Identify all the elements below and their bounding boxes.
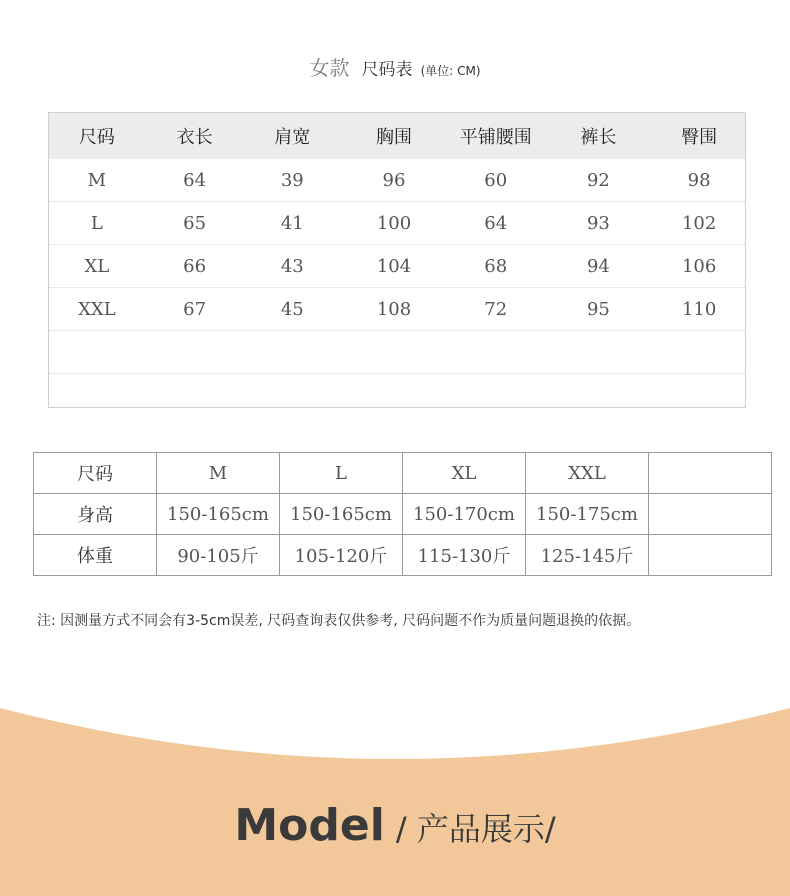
model-title-en: Model: [234, 800, 385, 851]
table-cell: 66: [183, 255, 207, 277]
empty-row: [49, 374, 745, 416]
table-cell: 105-120斤: [280, 535, 403, 576]
model-title-cn: / 产品展示/: [395, 810, 556, 848]
table-cell: 150-175cm: [526, 494, 649, 535]
table-cell: 95: [586, 298, 610, 320]
empty-row: [49, 331, 745, 374]
table-row: [49, 245, 745, 288]
table-cell: 100: [376, 212, 412, 234]
size-table-header: [49, 113, 745, 159]
size-table: [48, 112, 746, 408]
table-cell: 106: [681, 255, 717, 277]
table-cell: 150-165cm: [280, 494, 403, 535]
title-main: 尺码表: [361, 60, 413, 80]
height-weight-table: [33, 452, 772, 576]
table-cell: 125-145斤: [526, 535, 649, 576]
header-cell: 裤长: [580, 127, 617, 148]
table-cell: 108: [376, 298, 412, 320]
header-cell: 肩宽: [274, 127, 311, 148]
table-cell: XL: [403, 453, 526, 494]
table-cell: L: [280, 453, 403, 494]
table-cell: [649, 453, 772, 494]
table-row: [49, 202, 745, 245]
table-cell: 41: [280, 212, 304, 234]
table-row: [34, 535, 772, 576]
table-cell: 39: [280, 169, 304, 191]
table-cell: 68: [484, 255, 508, 277]
row-label: 身高: [34, 494, 157, 535]
table-row: [34, 453, 772, 494]
header-cell: 平铺腰围: [459, 127, 532, 148]
table-cell: 72: [484, 298, 508, 320]
table-cell: 150-170cm: [403, 494, 526, 535]
table-cell: XXL: [526, 453, 649, 494]
title-unit: (单位: CM): [420, 64, 481, 78]
table-cell: L: [90, 212, 103, 234]
table-cell: 92: [586, 169, 610, 191]
header-cell: 尺码: [78, 127, 115, 148]
header-cell: 臀围: [681, 127, 718, 148]
table-cell: 60: [484, 169, 508, 191]
table-cell: 64: [484, 212, 508, 234]
table-cell: 98: [687, 169, 711, 191]
table-cell: 67: [183, 298, 207, 320]
peach-wave-background: [0, 690, 790, 896]
model-section-heading: [0, 800, 790, 851]
table-cell: XXL: [78, 298, 116, 320]
table-cell: 93: [586, 212, 610, 234]
table-cell: 110: [681, 298, 717, 320]
table-cell: 43: [280, 255, 304, 277]
title-women: 女款: [309, 56, 350, 80]
table-cell: 102: [681, 212, 717, 234]
table-cell: 150-165cm: [157, 494, 280, 535]
row-label: 体重: [34, 535, 157, 576]
table-cell: [649, 535, 772, 576]
row-label: 尺码: [34, 453, 157, 494]
table-cell: M: [157, 453, 280, 494]
table-cell: 45: [280, 298, 304, 320]
header-cell: 衣长: [176, 127, 213, 148]
table-cell: 104: [376, 255, 412, 277]
table-cell: 96: [382, 169, 406, 191]
table-row: [34, 494, 772, 535]
table-row: [49, 288, 745, 331]
table-cell: [649, 494, 772, 535]
table-row: [49, 159, 745, 202]
table-cell: 90-105斤: [157, 535, 280, 576]
table-cell: XL: [84, 255, 110, 277]
table-cell: 94: [586, 255, 610, 277]
header-cell: 胸围: [376, 127, 412, 148]
table-cell: 65: [183, 212, 207, 234]
disclaimer-note: 注: 因测量方式不同会有3-5cm误差, 尺码查询表仅供参考, 尺码问题不作为质量问题退换的依据。: [37, 613, 641, 629]
table-cell: 64: [183, 169, 207, 191]
size-chart-title: [0, 52, 790, 81]
table-cell: M: [87, 169, 107, 191]
table-cell: 115-130斤: [403, 535, 526, 576]
